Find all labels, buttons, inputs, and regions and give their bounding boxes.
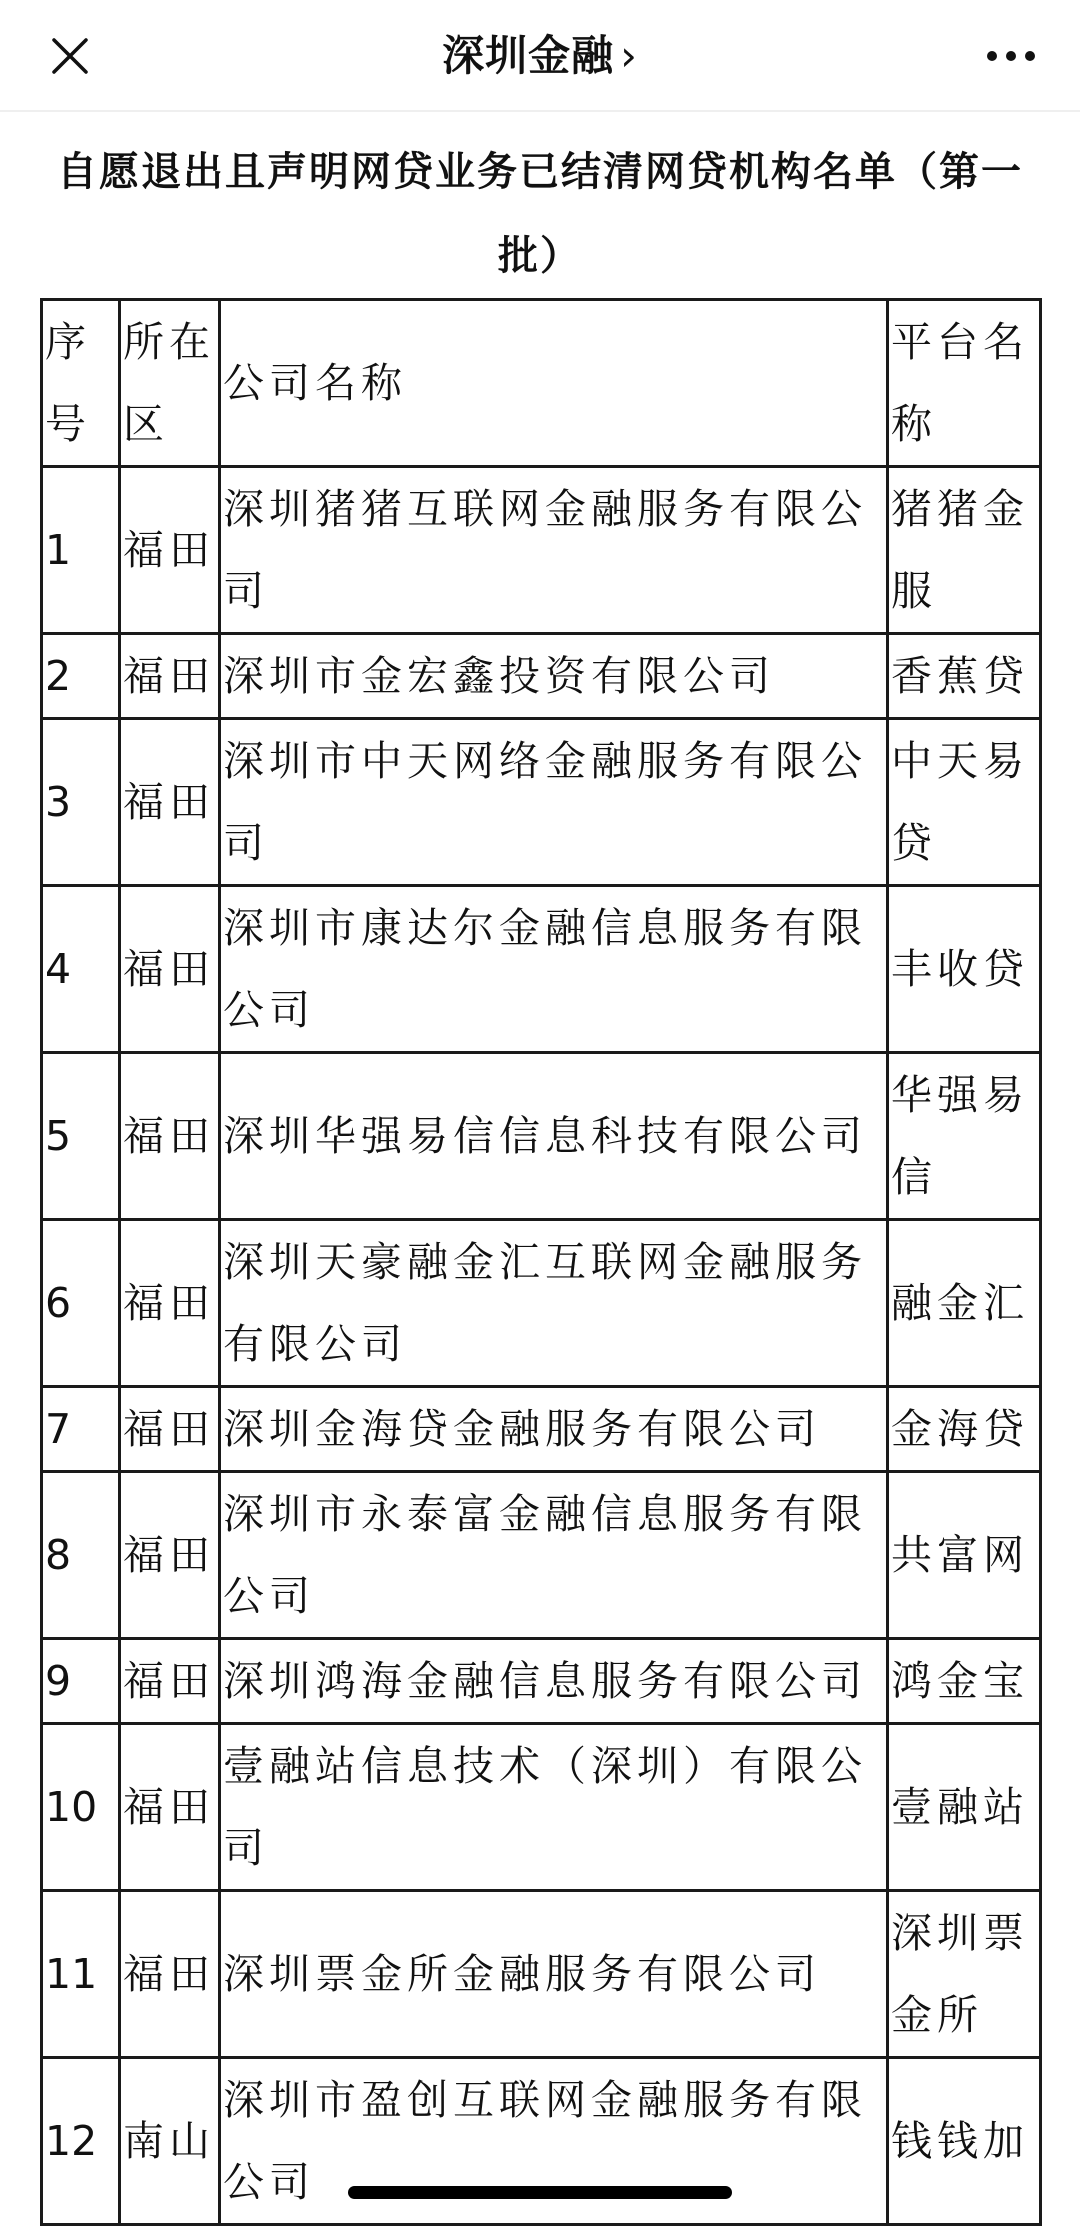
cell-district: 福田 bbox=[120, 1891, 220, 2058]
cell-index: 9 bbox=[42, 1639, 120, 1724]
cell-company: 深圳华强易信信息科技有限公司 bbox=[220, 1053, 888, 1220]
cell-district: 福田 bbox=[120, 1724, 220, 1891]
cell-district: 福田 bbox=[120, 1220, 220, 1387]
cell-district: 福田 bbox=[120, 634, 220, 719]
cell-index: 5 bbox=[42, 1053, 120, 1220]
cell-district: 福田 bbox=[120, 467, 220, 634]
cell-platform: 中天易贷 bbox=[888, 719, 1041, 886]
cell-company: 深圳市永泰富金融信息服务有限公司 bbox=[220, 1472, 888, 1639]
cell-platform: 金海贷 bbox=[888, 1387, 1041, 1472]
cell-district: 福田 bbox=[120, 1387, 220, 1472]
close-button[interactable] bbox=[40, 26, 100, 86]
close-icon bbox=[50, 36, 90, 76]
table-row bbox=[42, 1472, 1041, 1639]
table-row bbox=[42, 1053, 1041, 1220]
cell-platform: 共富网 bbox=[888, 1472, 1041, 1639]
table-row bbox=[42, 886, 1041, 1053]
cell-company: 深圳市盈创互联网金融服务有限公司 bbox=[220, 2058, 888, 2225]
table-row bbox=[42, 1724, 1041, 1891]
cell-index: 7 bbox=[42, 1387, 120, 1472]
cell-company: 深圳天豪融金汇互联网金融服务有限公司 bbox=[220, 1220, 888, 1387]
cell-index: 8 bbox=[42, 1472, 120, 1639]
document-title: 自愿退出且声明网贷业务已结清网贷机构名单（第一批） bbox=[57, 149, 1023, 279]
cell-company: 深圳市康达尔金融信息服务有限公司 bbox=[220, 886, 888, 1053]
table-row bbox=[42, 719, 1041, 886]
account-title-link[interactable] bbox=[0, 28, 1080, 84]
cell-company: 深圳鸿海金融信息服务有限公司 bbox=[220, 1639, 888, 1724]
cell-district: 福田 bbox=[120, 719, 220, 886]
account-name[interactable]: 深圳金融 bbox=[442, 31, 615, 80]
cell-company: 壹融站信息技术（深圳）有限公司 bbox=[220, 1724, 888, 1891]
table-body bbox=[42, 300, 1041, 2225]
table-header-row bbox=[42, 300, 1041, 467]
more-icon bbox=[986, 50, 1036, 62]
cell-platform: 壹融站 bbox=[888, 1724, 1041, 1891]
cell-platform: 钱钱加 bbox=[888, 2058, 1041, 2225]
cell-company: 深圳票金所金融服务有限公司 bbox=[220, 1891, 888, 2058]
table-row bbox=[42, 634, 1041, 719]
cell-company: 深圳猪猪互联网金融服务有限公司 bbox=[220, 467, 888, 634]
cell-index: 6 bbox=[42, 1220, 120, 1387]
cell-index: 3 bbox=[42, 719, 120, 886]
header-index: 序号 bbox=[42, 300, 120, 467]
table-row bbox=[42, 1387, 1041, 1472]
table-row bbox=[42, 1891, 1041, 2058]
cell-company: 深圳市金宏鑫投资有限公司 bbox=[220, 634, 888, 719]
cell-district: 福田 bbox=[120, 1639, 220, 1724]
table-row bbox=[42, 1220, 1041, 1387]
table-row bbox=[42, 2058, 1041, 2225]
cell-platform: 香蕉贷 bbox=[888, 634, 1041, 719]
cell-district: 南山 bbox=[120, 2058, 220, 2225]
header-district: 所在区 bbox=[120, 300, 220, 467]
header-company: 公司名称 bbox=[220, 300, 888, 467]
cell-platform: 丰收贷 bbox=[888, 886, 1041, 1053]
cell-company: 深圳市中天网络金融服务有限公司 bbox=[220, 719, 888, 886]
institution-table bbox=[40, 298, 1042, 2226]
cell-district: 福田 bbox=[120, 1053, 220, 1220]
cell-district: 福田 bbox=[120, 886, 220, 1053]
cell-index: 11 bbox=[42, 1891, 120, 2058]
cell-platform: 鸿金宝 bbox=[888, 1639, 1041, 1724]
cell-index: 4 bbox=[42, 886, 120, 1053]
table-row bbox=[42, 467, 1041, 634]
top-navbar bbox=[0, 0, 1080, 112]
cell-company: 深圳金海贷金融服务有限公司 bbox=[220, 1387, 888, 1472]
cell-platform: 融金汇 bbox=[888, 1220, 1041, 1387]
cell-platform: 猪猪金服 bbox=[888, 467, 1041, 634]
cell-index: 12 bbox=[42, 2058, 120, 2225]
cell-platform: 深圳票金所 bbox=[888, 1891, 1041, 2058]
cell-index: 2 bbox=[42, 634, 120, 719]
chevron-right-icon[interactable]: › bbox=[620, 31, 638, 80]
header-platform: 平台名称 bbox=[888, 300, 1041, 467]
cell-index: 10 bbox=[42, 1724, 120, 1891]
home-indicator bbox=[348, 2186, 732, 2199]
cell-platform: 华强易信 bbox=[888, 1053, 1041, 1220]
more-button[interactable] bbox=[976, 26, 1046, 86]
cell-district: 福田 bbox=[120, 1472, 220, 1639]
cell-index: 1 bbox=[42, 467, 120, 634]
table-row bbox=[42, 1639, 1041, 1724]
